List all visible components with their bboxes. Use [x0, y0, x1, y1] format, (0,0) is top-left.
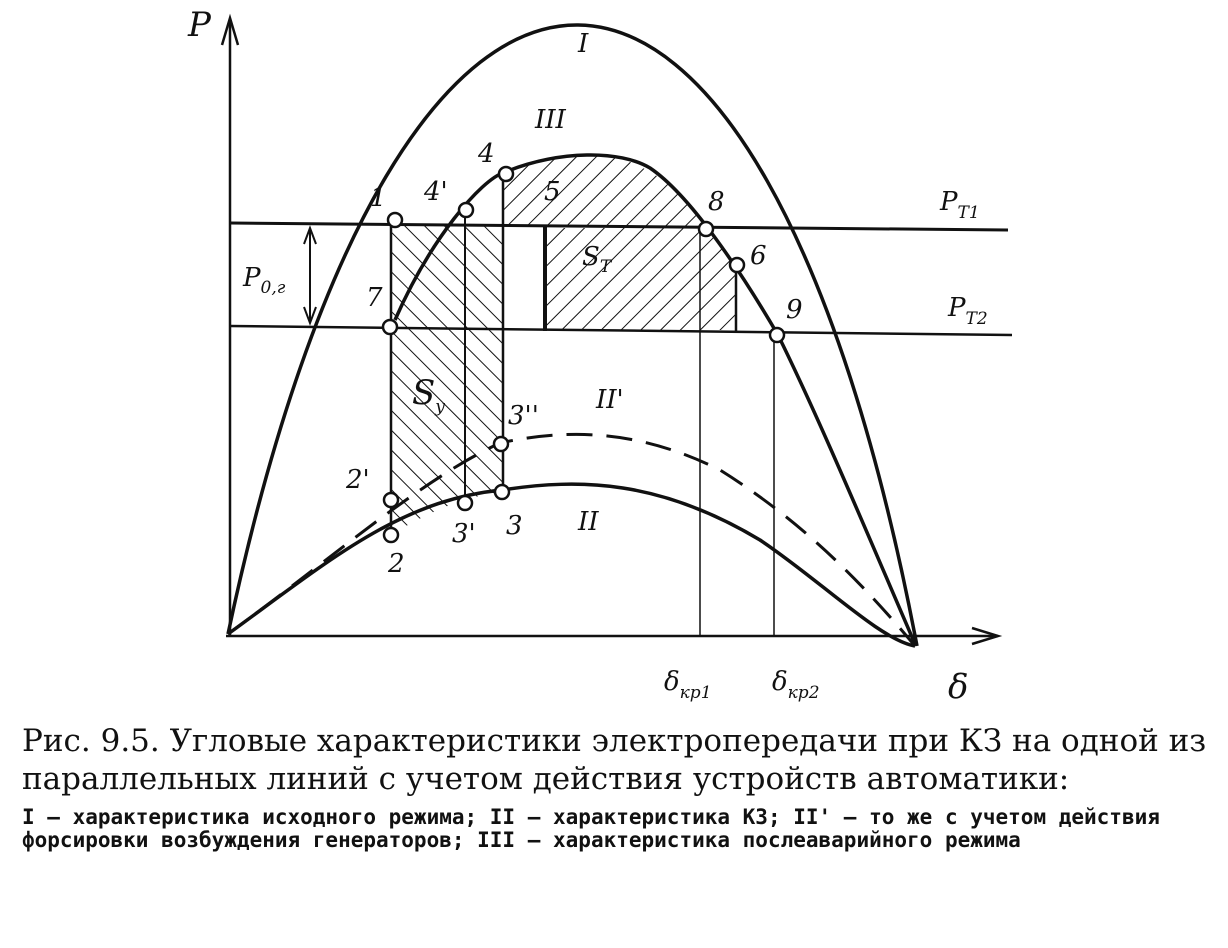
point-2prime-marker: [384, 493, 398, 507]
point-label-4: 4: [478, 139, 495, 169]
point-8-marker: [699, 222, 713, 236]
point-4prime-marker: [459, 203, 473, 217]
curve-ii-label: II: [578, 507, 599, 537]
curve-ii: [228, 484, 915, 646]
area-sy-hatch: [391, 226, 502, 535]
point-3prime-marker: [458, 496, 472, 510]
point-label-1: 1: [370, 183, 387, 213]
y-axis-label: P: [188, 5, 211, 45]
caption-legend: I — характеристика исходного режима; II — характеристика КЗ; II' — то же с учетом действия форсировки возбуждения генераторов; III — характеристика послеаварийного режима: [22, 805, 1160, 852]
point-2-marker: [384, 528, 398, 542]
point-label-4prime: 4': [424, 177, 448, 207]
point-4-marker: [499, 167, 513, 181]
caption-title: Рис. 9.5. Угловые характеристики электропередачи при КЗ на одной из параллельных линий с учетом действия устройств автоматики:: [22, 723, 1207, 797]
curve-i: [228, 25, 917, 646]
point-label-2prime: 2': [346, 465, 370, 495]
area-st-hatch-lower: [545, 228, 736, 330]
point-label-3dprime: 3'': [508, 401, 539, 431]
critical-angle-label-1: $\delta_{кр1}$: [664, 667, 712, 703]
point-label-3prime: 3': [452, 519, 476, 549]
curve-ii-prime: [228, 434, 915, 646]
x-axis-label: δ: [948, 667, 969, 707]
point-7-marker: [383, 320, 397, 334]
delta-p-label: $P_{0,г}$: [243, 263, 286, 298]
point-label-7: 7: [366, 283, 383, 313]
point-label-8: 8: [708, 187, 725, 217]
level-label-pt2: $P_{T2}$: [948, 293, 988, 329]
point-3-marker: [495, 485, 509, 499]
point-label-6: 6: [750, 241, 767, 271]
level-label-pt1: $P_{T1}$: [940, 187, 980, 223]
point-9-marker: [770, 328, 784, 342]
critical-angle-label-2: $\delta_{кр2}$: [772, 667, 820, 703]
area-st-label: $S_T$: [582, 242, 612, 277]
point-label-3: 3: [506, 511, 523, 541]
point-label-2: 2: [388, 549, 405, 579]
curve-ii-prime-label: II': [596, 385, 624, 415]
point-label-9: 9: [786, 295, 803, 325]
point-label-5: 5: [544, 177, 561, 207]
figure-caption: [22, 722, 1212, 852]
point-1-marker: [388, 213, 402, 227]
point-3dprime-marker: [494, 437, 508, 451]
curve-iii-label: III: [535, 105, 566, 135]
area-sy-label: $S_y$: [412, 373, 445, 417]
curve-i-label: I: [578, 29, 589, 59]
point-6-marker: [730, 258, 744, 272]
